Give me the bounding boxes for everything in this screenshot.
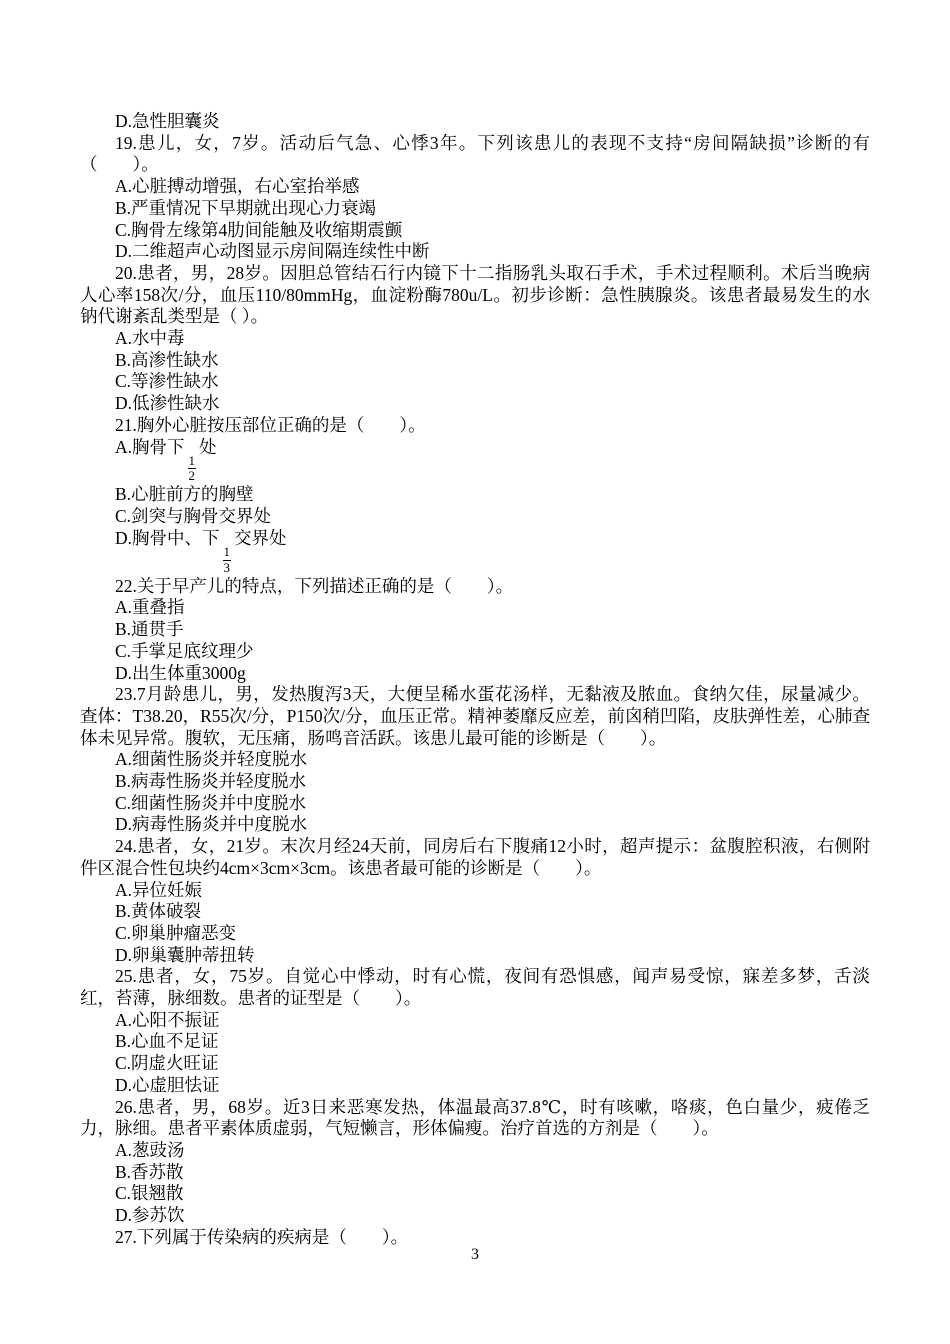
fraction: $\frac{1}{3}$ — [223, 543, 231, 575]
answer-option: B.心血不足证 — [115, 1031, 219, 1052]
answer-option: A.葱豉汤 — [115, 1139, 185, 1160]
answer-option: D.参苏饮 — [115, 1205, 185, 1226]
answer-option: A.水中毒 — [115, 328, 185, 349]
answer-option: B.通贯手 — [115, 619, 184, 640]
answer-option: A.胸骨下 $\frac{1}{2}$ 处 — [115, 436, 217, 484]
answer-option: C.等渗性缺水 — [115, 371, 219, 392]
answer-option: D.急性胆囊炎 — [115, 111, 220, 131]
answer-option: D.二维超声心动图显示房间隔连续性中断 — [115, 241, 430, 262]
answer-option: D.胸骨中、下 $\frac{1}{3}$ 交界处 — [115, 527, 287, 575]
answer-option: B.病毒性肠炎并轻度脱水 — [115, 771, 307, 792]
question-stem: 23.7月龄患儿，男，发热腹泻3天，大便呈稀水蛋花汤样，无黏液及脓血。食纳欠佳，尿量减少。查体：T38.20，R55次/分，P150次/分，血压正常。精神萎靡反应差，前囟稍凹陷，皮肤弹性差，心肺查体未见异常。腹软，无压痛，肠鸣音活跃。该患儿最可能的诊断是（ ）。 — [80, 684, 870, 748]
question-stem: 21.胸外心脏按压部位正确的是（ ）。 — [115, 414, 426, 435]
question-stem: 24.患者，女，21岁。末次月经24天前，同房后右下腹痛12小时，超声提示：盆腹腔积液，右侧附件区混合性包块约4cm×3cm×3cm。该患者最可能的诊断是（ ）。 — [80, 836, 870, 878]
answer-option: A.心脏搏动增强，右心室抬举感 — [115, 176, 360, 197]
question-stem: 27.下列属于传染病的疾病是（ ）。 — [115, 1226, 409, 1247]
answer-option: C.细菌性肠炎并中度脱水 — [115, 792, 307, 813]
answer-option: C.银翘散 — [115, 1183, 184, 1204]
answer-option: A.细菌性肠炎并轻度脱水 — [115, 749, 308, 770]
question-stem: 22.关于早产儿的特点，下列描述正确的是（ ）。 — [115, 575, 514, 596]
answer-option: B.心脏前方的胸壁 — [115, 484, 254, 505]
answer-option: B.严重情况下早期就出现心力衰竭 — [115, 197, 377, 218]
answer-option: B.香苏散 — [115, 1161, 184, 1182]
answer-option: D.低渗性缺水 — [115, 393, 220, 414]
question-stem: 20.患者，男，28岁。因胆总管结石行内镜下十二指肠乳头取石手术，手术过程顺利。术后当晚病人心率158次/分，血压110/80mmHg，血淀粉酶780u/L。初步诊断：急性胰腺炎。该患者最易发生的水钠代谢紊乱类型是（ ）。 — [80, 262, 870, 327]
fraction: $\frac{1}{2}$ — [188, 452, 196, 484]
page-number: 3 — [471, 1246, 479, 1263]
question-stem: 25.患者，女，75岁。自觉心中悸动，时有心慌，夜间有恐惧感，闻声易受惊，寐差多梦，舌淡红，苔薄，脉细数。患者的证型是（ ）。 — [80, 966, 870, 1009]
answer-option: A.异位妊娠 — [115, 879, 203, 900]
answer-option: B.黄体破裂 — [115, 901, 202, 922]
question-stem: 26.患者，男，68岁。近3日来恶寒发热，体温最高37.8℃，时有咳嗽，咯痰，色白量少，疲倦乏力，脉细。患者平素体质虚弱，气短懒言，形体偏瘦。治疗首选的方剂是（ ）。 — [80, 1096, 870, 1139]
document-content — [80, 111, 870, 1249]
answer-option: D.心虚胆怯证 — [115, 1074, 220, 1095]
answer-option: D.卵巢囊肿蒂扭转 — [115, 944, 255, 965]
answer-option: D.出生体重3000g — [115, 662, 246, 683]
answer-option: C.阴虚火旺证 — [115, 1053, 219, 1074]
answer-option: A.心阳不振证 — [115, 1009, 220, 1030]
answer-option: D.病毒性肠炎并中度脱水 — [115, 814, 308, 835]
answer-option: A.重叠指 — [115, 597, 185, 618]
answer-option: C.剑突与胸骨交界处 — [115, 506, 272, 527]
question-stem: 19.患儿，女，7岁。活动后气急、心悸3年。下列该患儿的表现不支持“房间隔缺损”诊断的有（ ）。 — [80, 132, 870, 175]
answer-option: B.高渗性缺水 — [115, 349, 219, 370]
answer-option: C.手掌足底纹理少 — [115, 640, 254, 661]
answer-option: C.卵巢肿瘤恶变 — [115, 922, 237, 943]
answer-option: C.胸骨左缘第4肋间能触及收缩期震颤 — [115, 219, 403, 240]
